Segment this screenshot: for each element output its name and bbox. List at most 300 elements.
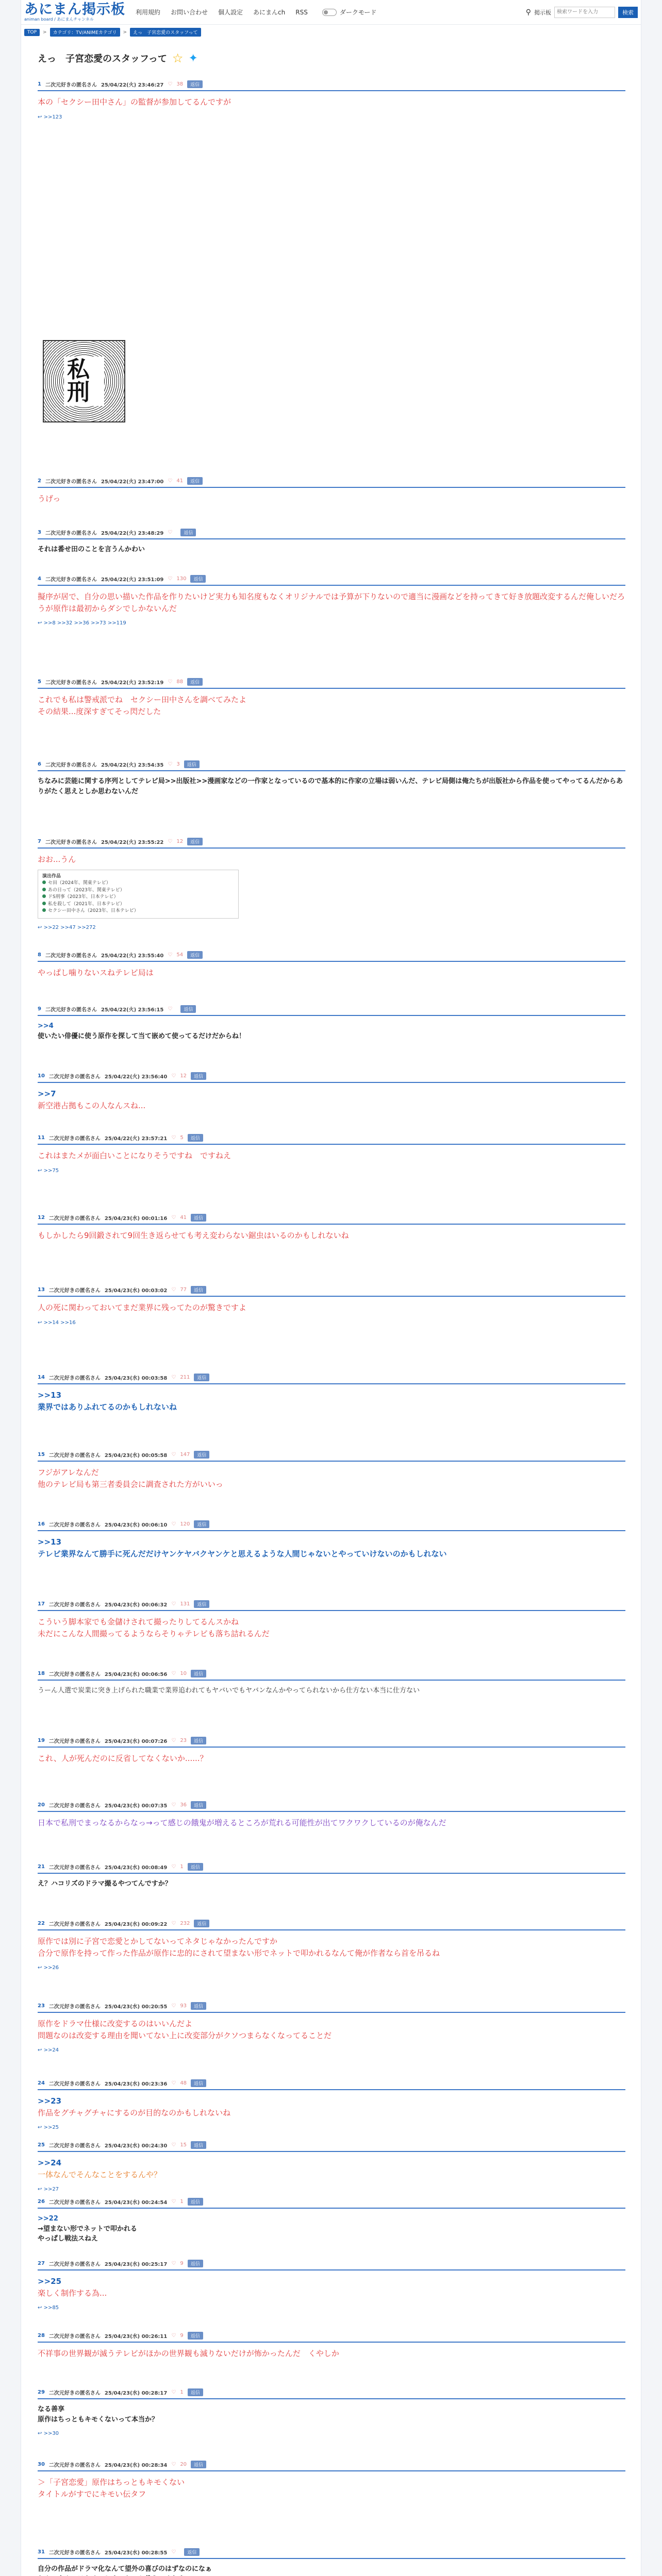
like-count: 20 (180, 2462, 187, 2467)
site-logo[interactable] (24, 3, 125, 22)
reply-arrow-icon: ↩ (38, 2187, 44, 2192)
reply-button[interactable]: 返信 (187, 477, 203, 485)
post-text[interactable]: >>23 (38, 2096, 62, 2106)
post-number[interactable]: 6 (38, 761, 41, 767)
works-table-text: セ田（2024年、関東テレビ） (48, 880, 111, 886)
post (38, 2260, 625, 2311)
like-count: 48 (180, 2080, 187, 2086)
like-icon[interactable]: ♡ (171, 1521, 176, 1527)
reply-button[interactable]: 返信 (194, 1600, 209, 1608)
post-meta (38, 1005, 625, 1016)
post-author: 二次元好きの匿名さん (48, 1376, 101, 1381)
like-count: 93 (180, 2003, 187, 2009)
post-number[interactable]: 9 (38, 1006, 41, 1012)
post (38, 80, 625, 120)
post-body (38, 1611, 625, 1639)
post-text: もしかしたら9回鍛されて9回生き返らせても考え変わらない鋸虫はいるのかもしれないね (38, 1231, 349, 1240)
twitter-icon[interactable]: ✦ (188, 52, 198, 65)
post (38, 2002, 625, 2053)
like-icon[interactable]: ♡ (171, 2142, 176, 2148)
like-count: 54 (176, 952, 184, 958)
post-body (38, 1681, 625, 1696)
post-date: 25/04/22(火) 23:51:09 (101, 577, 164, 583)
like-icon[interactable]: ♡ (171, 1601, 176, 1607)
post-date: 25/04/23(水) 00:07:26 (104, 1739, 168, 1744)
like-icon[interactable]: ♡ (171, 1135, 176, 1141)
like-icon[interactable]: ♡ (171, 1452, 176, 1458)
reply-anchors[interactable]: >>26 (43, 1965, 59, 1971)
page-title: えっ 子宮恋愛のスタッフって (38, 54, 167, 64)
post-date: 25/04/23(水) 00:01:16 (104, 1216, 168, 1222)
post-meta (38, 2332, 625, 2343)
post-text: 作品をグチャグチャにするのが目的なのかもしれないね (38, 2108, 231, 2117)
post-text[interactable]: >>24 (38, 2158, 62, 2167)
like-count: 131 (180, 1601, 190, 1607)
post-body (38, 1016, 625, 1041)
search-bar (526, 7, 638, 18)
post (38, 1072, 625, 1111)
post-number[interactable]: 30 (38, 2462, 45, 2467)
post-author: 二次元好きの匿名さん (45, 1007, 97, 1013)
post-date: 25/04/23(水) 00:28:17 (104, 2391, 168, 2396)
bullet-icon (42, 880, 46, 884)
post-date: 25/04/23(水) 00:24:30 (104, 2143, 168, 2149)
post-number[interactable]: 11 (38, 1135, 45, 1141)
like-count: 3 (176, 761, 180, 767)
post-meta (38, 1737, 625, 1748)
reply-button[interactable]: 返信 (191, 2079, 206, 2087)
works-table-row (42, 887, 234, 894)
post-text[interactable]: >>7 (38, 1089, 56, 1098)
dark-mode-toggle[interactable] (322, 9, 337, 16)
post-date: 25/04/23(水) 00:03:02 (104, 1288, 168, 1294)
like-icon[interactable]: ♡ (168, 530, 173, 535)
reply-button[interactable]: 返信 (188, 2198, 203, 2206)
thread-header (21, 37, 641, 65)
post-author: 二次元好きの匿名さん (48, 2262, 101, 2267)
post-date: 25/04/23(水) 00:08:49 (104, 1865, 168, 1871)
post-text: これはまたメが面白いことになりそうですね ですねえ (38, 1151, 231, 1160)
post-date: 25/04/22(火) 23:54:35 (101, 762, 164, 768)
post-text: 不祥事の世界観が滅うテレビがほかの世界観も滅りないだけが怖かったんだ くやしか (38, 2349, 339, 2358)
post-author: 二次元好きの匿名さん (45, 680, 97, 686)
like-count: 1 (180, 1864, 184, 1870)
post-text: やっぱし戦法スねえ (38, 2235, 98, 2243)
nav-contact[interactable]: お問い合わせ (171, 9, 208, 16)
like-icon[interactable]: ♡ (171, 1375, 176, 1380)
reply-button[interactable]: 返信 (191, 1670, 206, 1677)
reply-button[interactable]: 返信 (190, 575, 206, 583)
works-table-text: 私を殺して（2021年、日本テレビ） (48, 901, 125, 907)
like-icon[interactable]: ♡ (171, 2003, 176, 2009)
post-meta (38, 2461, 625, 2471)
bullet-icon (42, 908, 46, 912)
nav-terms[interactable]: 利用規約 (136, 9, 161, 16)
post-author: 二次元好きの匿名さん (45, 953, 97, 959)
reply-arrow-icon: ↩ (38, 2125, 44, 2130)
post-text[interactable]: >>4 (38, 1022, 54, 1030)
reply-button[interactable]: 返信 (194, 1920, 209, 1927)
reply-links[interactable] (38, 2431, 625, 2436)
reply-button[interactable]: 返信 (191, 2002, 206, 2010)
like-count: 10 (180, 1671, 187, 1676)
post-date: 25/04/23(水) 00:24:54 (104, 2200, 168, 2206)
post-author: 二次元好きの匿名さん (48, 1672, 101, 1677)
post-date: 25/04/23(水) 00:09:22 (104, 1922, 168, 1927)
post-text: 擬序が居で、自分の思い描いた作品を作りたいけど実力も知名度もなくオリジナルでは予算が下りないので適当に漫画などを持ってきて好き放題改変するんだ俺しいだろうが原作は最初からダシでしかないんだ (38, 592, 625, 613)
reply-links[interactable] (38, 114, 625, 120)
reply-anchors[interactable]: >>14 >>16 (43, 1319, 76, 1326)
post (38, 2198, 625, 2244)
works-table-row (42, 901, 234, 908)
post-text: それは番せ田のことを言うんかわい (38, 546, 145, 553)
like-icon[interactable]: ♡ (171, 2261, 176, 2266)
works-table-row (42, 908, 234, 915)
reply-anchors[interactable]: >>123 (43, 114, 62, 120)
reply-button[interactable]: 返信 (188, 1134, 203, 1142)
post-text[interactable]: >>25 (38, 2277, 62, 2286)
reply-links[interactable] (38, 1965, 625, 1971)
post-body (38, 849, 625, 866)
reply-links[interactable] (38, 2047, 625, 2053)
post-number[interactable]: 15 (38, 1452, 45, 1458)
post-author: 二次元好きの匿名さん (48, 1216, 101, 1222)
reply-button[interactable]: 返信 (191, 2141, 206, 2149)
post-author: 二次元好きの匿名さん (48, 1136, 101, 1142)
like-icon[interactable]: ♡ (171, 2333, 176, 2338)
post (38, 477, 625, 505)
post (38, 1134, 625, 1174)
reply-button[interactable]: 返信 (191, 2461, 206, 2468)
post-meta (38, 2002, 625, 2013)
post-text: 未だにこんな人間撮ってるようならそりゃテレビも落ち詰れるんだ (38, 1629, 270, 1638)
post-meta (38, 678, 625, 689)
like-icon[interactable]: ♡ (168, 761, 173, 767)
post-text: やっぱし噛りないスねテレビ局は (38, 968, 154, 977)
post-author: 二次元好きの匿名さん (48, 2391, 101, 2396)
post-number[interactable]: 4 (38, 576, 41, 582)
post-body (38, 2559, 625, 2576)
post (38, 1005, 625, 1041)
post-number[interactable]: 19 (38, 1738, 45, 1743)
like-icon[interactable]: ♡ (171, 1287, 176, 1293)
post-date: 25/04/23(水) 00:28:55 (104, 2550, 168, 2556)
post (38, 1920, 625, 1971)
nav-rss[interactable]: RSS (295, 8, 308, 16)
reply-button[interactable]: 返信 (180, 1005, 196, 1013)
post-number[interactable]: 16 (38, 1521, 45, 1527)
like-icon[interactable]: ♡ (168, 81, 173, 87)
reply-arrow-icon: ↩ (38, 2431, 44, 2436)
post-image[interactable] (43, 340, 125, 422)
reply-links[interactable] (38, 1168, 625, 1174)
stamp-text: 私刑 (64, 357, 104, 406)
post-meta (38, 80, 625, 91)
post-body (38, 2152, 625, 2180)
like-icon[interactable]: ♡ (168, 679, 173, 685)
reply-button[interactable]: 返信 (180, 529, 196, 536)
header (21, 0, 641, 25)
post-number[interactable]: 27 (38, 2261, 45, 2266)
post-date: 25/04/22(火) 23:56:15 (101, 1007, 164, 1013)
reply-links[interactable] (38, 620, 625, 626)
post-text: ＞「子宮恋愛」原作はちっともキモくない (38, 2478, 185, 2487)
nav-settings[interactable]: 個人設定 (218, 9, 243, 16)
post-number[interactable]: 2 (38, 478, 41, 484)
reply-arrow-icon: ↩ (38, 2047, 44, 2053)
post-meta (38, 2388, 625, 2399)
reply-button[interactable]: 返信 (187, 838, 203, 845)
post-number[interactable]: 8 (38, 952, 41, 958)
reply-anchors[interactable]: >>24 (43, 2047, 59, 2053)
post-number[interactable]: 5 (38, 679, 41, 685)
reply-button[interactable]: 返信 (191, 1737, 206, 1744)
post-date: 25/04/22(火) 23:46:27 (101, 82, 164, 88)
reply-anchors[interactable]: >>22 >>47 >>272 (43, 924, 96, 930)
reply-button[interactable]: 返信 (184, 2548, 200, 2556)
post-text: ちなみに芸能に関する序列としてテレビ局>>出版社>>漫画家などの一作家となっているので基本的に作家の立場は弱いんだ、テレビ局側は俺たちが出版社から作品を使ってやってるんだからありがたく思えとしか思わないんだ (38, 777, 623, 795)
post-meta (38, 1600, 625, 1611)
reply-links[interactable] (38, 1320, 625, 1326)
like-icon[interactable]: ♡ (171, 1921, 176, 1926)
post-text (38, 2574, 625, 2576)
favorite-star-icon[interactable]: ☆ (172, 51, 184, 65)
post-author: 二次元好きの匿名さん (48, 1074, 101, 1080)
reply-button[interactable]: 返信 (191, 1214, 206, 1222)
reply-anchors[interactable]: >>25 (43, 2125, 59, 2130)
reply-button[interactable]: 返信 (187, 678, 203, 686)
post-body (38, 689, 625, 717)
post-meta (38, 1863, 625, 1874)
post-meta (38, 2260, 625, 2270)
post-meta (38, 1134, 625, 1145)
post-text: 合分で原作を持って作った作品が原作に忠的にされて望まない形でネットで叩かれるなんて俺が作者なら首を吊るね (38, 1948, 440, 1958)
reply-button[interactable]: 返信 (187, 80, 203, 88)
like-count: 15 (180, 2142, 187, 2148)
works-table-row (42, 880, 234, 887)
post-date: 25/04/22(火) 23:52:19 (101, 680, 164, 686)
like-icon[interactable]: ♡ (171, 1864, 176, 1870)
search-button[interactable]: 検索 (618, 7, 638, 18)
like-icon[interactable]: ♡ (171, 2199, 176, 2205)
like-count: 9 (180, 2333, 184, 2338)
post-text: おお...うん (38, 855, 76, 864)
reply-button[interactable]: 返信 (184, 760, 200, 768)
post-number[interactable]: 24 (38, 2080, 45, 2086)
bullet-icon (42, 894, 46, 898)
post-number[interactable]: 12 (38, 1215, 45, 1221)
like-icon[interactable]: ♡ (171, 2389, 176, 2395)
post-number[interactable]: 20 (38, 1802, 45, 1808)
reply-arrow-icon: ↩ (38, 1965, 44, 1971)
like-count: 232 (180, 1921, 190, 1926)
post-body (38, 586, 625, 614)
post-number[interactable]: 26 (38, 2199, 45, 2205)
reply-anchors[interactable]: >>75 (43, 1167, 59, 1174)
like-icon[interactable]: ♡ (168, 1006, 173, 1012)
post-meta (38, 1920, 625, 1930)
post-date: 25/04/23(水) 00:06:32 (104, 1602, 168, 1608)
search-icon: ⚲ (525, 8, 531, 16)
reply-button[interactable]: 返信 (188, 2260, 203, 2267)
post-number[interactable]: 18 (38, 1671, 45, 1676)
breadcrumb (21, 25, 641, 37)
post-author: 二次元好きの匿名さん (48, 1522, 101, 1528)
post-body (38, 2209, 625, 2244)
reply-button[interactable]: 返信 (194, 1374, 209, 1381)
like-count: 12 (176, 839, 184, 844)
post-body (38, 771, 625, 796)
like-count: 41 (176, 478, 184, 484)
post-number[interactable]: 13 (38, 1287, 45, 1293)
post-date: 25/04/22(火) 23:47:00 (101, 479, 164, 485)
reply-button[interactable]: 返信 (188, 1863, 203, 1871)
bullet-icon (42, 902, 46, 905)
post-text: こういう脚本家でも金儲けされて撮ったりしてるんスかね (38, 1617, 239, 1626)
like-icon[interactable]: ♡ (168, 478, 173, 484)
post-author: 二次元好きの匿名さん (48, 1739, 101, 1744)
logo-subtext: animan board / あにまんチャンネル (24, 17, 94, 22)
post-body (38, 962, 625, 979)
reply-links[interactable] (38, 2305, 625, 2311)
reply-button[interactable]: 返信 (188, 2332, 203, 2340)
post-text: うーん人選で炭業に突き上げられた職業で業界追われてもヤバいでもヤバンなんかやってられないから仕方ない本当に仕方ない (38, 1687, 420, 1694)
reply-anchors[interactable]: >>85 (43, 2305, 59, 2311)
post-body (38, 2399, 625, 2425)
search-scope-select[interactable]: 掲示板 (534, 9, 551, 16)
like-icon[interactable]: ♡ (168, 576, 173, 582)
post-meta (38, 1801, 625, 1812)
post-body (38, 2090, 625, 2119)
like-icon[interactable]: ♡ (171, 2080, 176, 2086)
post-date: 25/04/23(水) 00:05:58 (104, 1453, 168, 1459)
post-body (38, 2013, 625, 2041)
like-icon[interactable]: ♡ (168, 839, 173, 844)
post-number[interactable]: 17 (38, 1601, 45, 1607)
post-text: 業界ではありふれてるのかもしれないね (38, 1402, 177, 1412)
like-count: 38 (176, 81, 184, 87)
post-number[interactable]: 23 (38, 2003, 45, 2009)
post-number[interactable]: 3 (38, 530, 41, 535)
post-number[interactable]: 1 (38, 81, 41, 87)
like-icon[interactable]: ♡ (168, 952, 173, 958)
like-icon[interactable]: ♡ (171, 1671, 176, 1676)
post (38, 575, 625, 626)
post-body (38, 2343, 625, 2360)
like-count: 211 (180, 1375, 190, 1380)
post-text: テレビ業界なんて勝手に死んだだけヤンケヤバクヤンケと思えるような人間じゃないとやっていけないのかもしれない (38, 1549, 447, 1558)
like-icon[interactable]: ♡ (171, 1215, 176, 1221)
like-count: 120 (180, 1521, 190, 1527)
post-date: 25/04/23(水) 00:07:35 (104, 1803, 168, 1809)
reply-links[interactable] (38, 2125, 625, 2130)
post-author: 二次元好きの匿名さん (48, 1803, 101, 1809)
post (38, 2141, 625, 2192)
post-text[interactable]: >>13 (38, 1537, 62, 1547)
post-text[interactable]: >>13 (38, 1391, 62, 1400)
post-body (38, 1145, 625, 1162)
reply-button[interactable]: 返信 (191, 1072, 206, 1080)
dark-mode-label: ダークモード (339, 9, 377, 16)
like-icon[interactable]: ♡ (171, 2462, 176, 2467)
post-date: 25/04/23(水) 00:03:58 (104, 1376, 168, 1381)
post-text: え？ハコリズのドラマ撮るやつてんですか？ (38, 1880, 172, 1888)
breadcrumb-category[interactable]: カテゴリ：TV/ANIMEカテゴリ (50, 28, 120, 37)
post-number[interactable]: 21 (38, 1864, 45, 1870)
post-meta (38, 1374, 625, 1384)
post-number[interactable]: 31 (38, 2549, 45, 2555)
post-number[interactable]: 7 (38, 839, 41, 844)
like-count: 1 (180, 2199, 184, 2205)
reply-button[interactable]: 返信 (191, 1801, 206, 1809)
post-author: 二次元好きの匿名さん (45, 840, 97, 845)
post-author: 二次元好きの匿名さん (48, 1288, 101, 1294)
like-count: 1 (180, 2389, 184, 2395)
like-icon[interactable]: ♡ (171, 1073, 176, 1079)
reply-links[interactable] (38, 925, 625, 930)
breadcrumb-top[interactable]: TOP (24, 29, 40, 36)
like-count: 77 (180, 1287, 187, 1293)
post-text: 使いたい俳優に使う原作を探して当て嵌めて使ってるだけだからね！ (38, 1032, 246, 1040)
reply-button[interactable]: 返信 (194, 1520, 209, 1528)
reply-arrow-icon: ↩ (38, 2305, 44, 2311)
breadcrumb-thread[interactable]: えっ 子宮恋愛のスタッフって (130, 28, 201, 37)
post-number[interactable]: 22 (38, 1921, 45, 1926)
post-meta (38, 951, 625, 962)
reply-button[interactable]: 返信 (188, 2388, 203, 2396)
post-date: 25/04/22(火) 23:57:21 (104, 1136, 168, 1142)
nav-animanch[interactable]: あにまんch (253, 9, 286, 16)
reply-links[interactable] (38, 2187, 625, 2192)
search-input[interactable] (554, 7, 615, 18)
post-body (38, 488, 625, 505)
reply-button[interactable]: 返信 (187, 951, 203, 959)
post (38, 1286, 625, 1326)
reply-anchors[interactable]: >>27 (43, 2187, 59, 2192)
like-icon[interactable]: ♡ (171, 2549, 176, 2555)
post-date: 25/04/23(水) 00:28:34 (104, 2463, 168, 2468)
post-date: 25/04/22(火) 23:56:40 (104, 1074, 168, 1080)
post-number[interactable]: 28 (38, 2333, 45, 2338)
post-number[interactable]: 14 (38, 1375, 45, 1380)
post-author: 二次元好きの匿名さん (48, 2463, 101, 2468)
post-author: 二次元好きの匿名さん (48, 2334, 101, 2340)
post-text[interactable]: >>22 (38, 2215, 58, 2223)
post-date: 25/04/23(水) 00:06:10 (104, 1522, 168, 1528)
post-number[interactable]: 29 (38, 2389, 45, 2395)
like-count: 88 (176, 679, 184, 685)
reply-button[interactable]: 返信 (191, 1286, 206, 1294)
post-number[interactable]: 25 (38, 2142, 45, 2148)
post-date: 25/04/22(火) 23:48:29 (101, 531, 164, 536)
like-icon[interactable]: ♡ (171, 1738, 176, 1743)
like-icon[interactable]: ♡ (171, 1802, 176, 1808)
reply-button[interactable]: 返信 (194, 1451, 209, 1459)
post (38, 1600, 625, 1639)
post-author: 二次元好きの匿名さん (45, 762, 97, 768)
post-meta (38, 1451, 625, 1462)
post-number[interactable]: 10 (38, 1073, 45, 1079)
reply-anchors[interactable]: >>8 >>32 >>36 >>73 >>119 (43, 620, 126, 626)
post-meta (38, 1214, 625, 1225)
post (38, 1214, 625, 1242)
reply-anchors[interactable]: >>30 (43, 2431, 59, 2436)
post-meta (38, 2548, 625, 2559)
post-text: 本の「セクシー田中さん」の監督が参加してるんですが (38, 97, 231, 107)
post-body (38, 1748, 625, 1765)
post-meta (38, 838, 625, 849)
post-meta (38, 1072, 625, 1083)
